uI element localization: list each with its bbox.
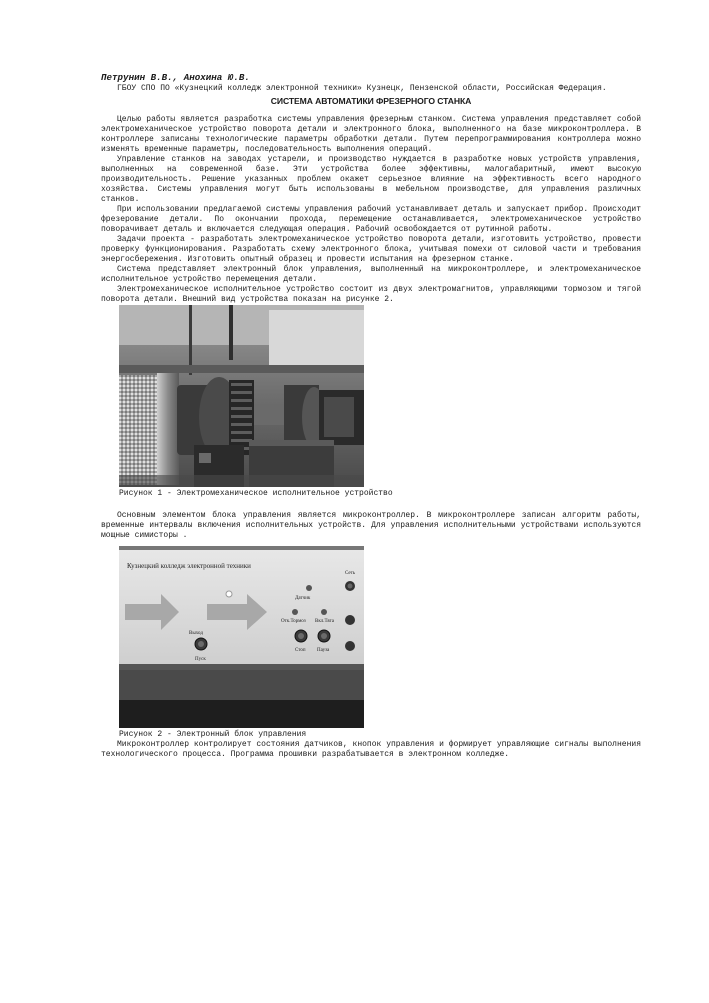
output-label: Выход <box>189 631 203 636</box>
paragraph: Целью работы является разработка системы управления фрезерным станком. Система управления представляет собой электромеханическое устройство поворота детали и электронного блока, выполненного на базе микроконтроллера. В контроллере записаны технологические параметры обработки детали. Путем перепрограммирования контроллера можно изменять временные параметры, последовательность выполнения операций. <box>101 115 641 154</box>
authors: Петрунин В.В., Анохина Ю.В. <box>101 72 250 83</box>
start-label: Пуск <box>195 657 206 662</box>
paragraph: Основным элементом блока управления является микроконтроллер. В микроконтроллере записан алгоритм работы, временные интервалы включения исполнительных устройств. Для управления исполнительными устройствами используются мощные симисторы . <box>101 511 641 540</box>
paragraph: Микроконтроллер контролирует состояния датчиков, кнопок управления и формирует управляющие сигналы выполнения технологического процесса. Программа прошивки разрабатывается в электронном колледже. <box>101 740 641 759</box>
figure-2-caption: Рисунок 2 - Электронный блок управления <box>119 730 307 739</box>
paragraph: Управление станков на заводах устарели, и производство нуждается в разработке новых устройств управления, выполненных на современной базе. Эти устройства более эффективны, малогабаритный, имеют высокую производительность. Решение указанных проблем окажет серьезное влияние на эффективность всего народного хозяйства. Системы управления могут быть использованы в мебельном производстве, для управления различных станков. <box>101 155 641 204</box>
paragraph: Система представляет электронный блок управления, выполненный на микроконтроллере, и электромеханическое исполнительное устройство перемещения детали. <box>101 265 641 284</box>
figure-2 <box>119 546 641 728</box>
brake-off-label: Отк.Тормоз <box>281 619 306 624</box>
paper-page <box>101 72 641 760</box>
paragraph: Электромеханическое исполнительное устройство состоит из двух электромагнитов, управляющими тормозом и тягой поворота детали. Внешний вид устройства показан на рисунке 2. <box>101 285 641 304</box>
power-label: Сеть <box>345 571 356 576</box>
college-name-plate: Кузнецкий колледж электронной техники <box>127 562 251 570</box>
paragraph: При использовании предлагаемой системы управления рабочий устанавливает деталь и запускает прибор. Происходит фрезерование детали. По окончании прохода, перемещение останавливается, электромеханическое устройство поворачивает деталь и включается следующая операция. Рабочий освобождается от рутинной работы. <box>101 205 641 234</box>
figure-1 <box>119 305 641 487</box>
pull-on-label: Вкл.Тяга <box>315 619 334 624</box>
figure-1-caption: Рисунок 1 - Электромеханическое исполнительное устройство <box>119 489 393 498</box>
sensor-label: Датчик <box>295 596 311 601</box>
pause-label: Пауза <box>317 648 330 653</box>
electromechanical-device-photo <box>119 305 364 487</box>
paper-title: СИСТЕМА АВТОМАТИКИ ФРЕЗЕРНОГО СТАНКА <box>270 96 472 106</box>
paragraph: Задачи проекта - разработать электромеханическое устройство поворота детали, изготовить устройство, провести проверку функционирования. Разработать схему электронного блока, учитывая помехи от силовой части и требования энергосбережения. Изготовить опытный образец и провести испытания на фрезерном станке. <box>101 235 641 264</box>
electronic-control-unit-photo <box>119 546 364 728</box>
affiliation: ГБОУ СПО ПО «Кузнецкий колледж электронной техники» Кузнецк, Пензенской области, Российская Федерация. <box>117 84 607 93</box>
stop-label: Стоп <box>295 648 306 653</box>
